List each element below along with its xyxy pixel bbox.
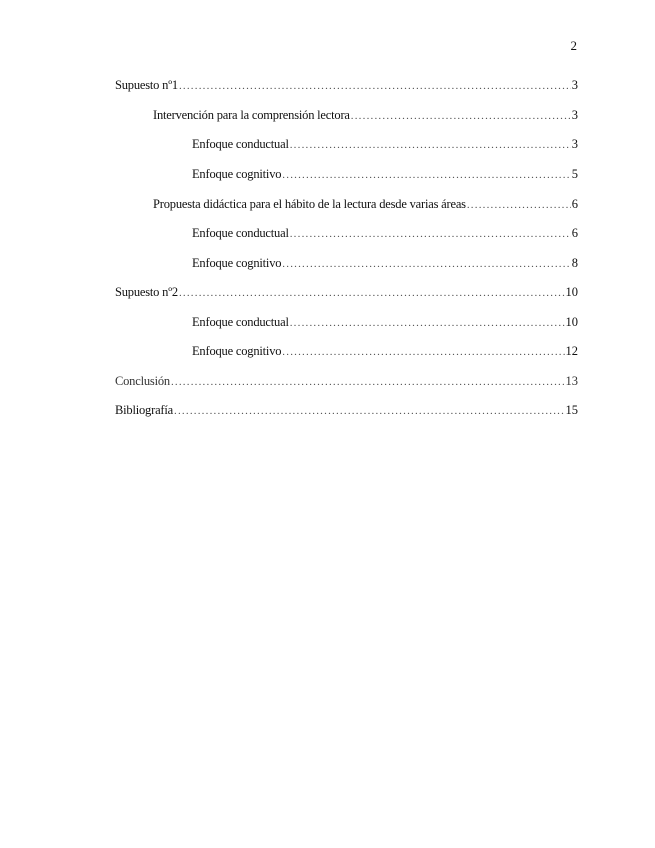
toc-entry-page: 10: [565, 285, 578, 299]
toc-entry-page: 12: [565, 344, 578, 358]
toc-entry-title: Enfoque cognitivo: [192, 256, 282, 270]
toc-entry-title: Bibliografía: [115, 403, 174, 417]
toc-entry-enfoque-cognitivo[interactable]: [192, 342, 578, 360]
toc-entry-propuesta-didactica[interactable]: [153, 195, 578, 213]
toc-dot-leader: [171, 373, 565, 391]
toc-entry-intervencion-comprension[interactable]: [153, 106, 578, 124]
toc-entry-page: 5: [571, 167, 578, 181]
toc-entry-title: Enfoque cognitivo: [192, 167, 282, 181]
toc-entry-supuesto-2[interactable]: [115, 283, 578, 301]
toc-entry-title: Conclusión: [115, 374, 170, 388]
toc-dot-leader: [351, 107, 571, 125]
toc-entry-enfoque-conductual[interactable]: [192, 224, 578, 242]
toc-entry-page: 6: [571, 226, 578, 240]
toc-entry-page: 15: [565, 403, 578, 417]
toc-entry-enfoque-conductual[interactable]: [192, 135, 578, 153]
toc-entry-page: 10: [565, 315, 578, 329]
toc-dot-leader: [290, 225, 571, 243]
toc-entry-page: 8: [571, 256, 578, 270]
toc-entry-page: 3: [571, 78, 578, 92]
toc-entry-page: 3: [571, 137, 578, 151]
toc-dot-leader: [179, 284, 565, 302]
toc-entry-supuesto-1[interactable]: [115, 76, 578, 94]
page-number: 2: [570, 38, 577, 53]
toc-entry-page: 3: [571, 108, 578, 122]
toc-entry-title: Supuesto nº2: [115, 285, 178, 299]
toc-entry-title: Enfoque cognitivo: [192, 344, 282, 358]
toc-entry-bibliografia[interactable]: [115, 401, 578, 419]
toc-dot-leader: [282, 166, 570, 184]
toc-entry-page: 6: [571, 197, 578, 211]
toc-entry-conclusion[interactable]: [115, 372, 578, 390]
toc-entry-title: Supuesto nº1: [115, 78, 178, 92]
toc-entry-title: Enfoque conductual: [192, 315, 289, 329]
toc-dot-leader: [282, 255, 570, 273]
toc-entry-title: Intervención para la comprensión lectora: [153, 108, 350, 122]
toc-dot-leader: [467, 196, 571, 214]
toc-entry-title: Enfoque conductual: [192, 137, 289, 151]
toc-entry-title: Enfoque conductual: [192, 226, 289, 240]
toc-entry-enfoque-cognitivo[interactable]: [192, 254, 578, 272]
toc-dot-leader: [290, 136, 571, 154]
toc-entry-title: Propuesta didáctica para el hábito de la lectura desde varias áreas: [153, 197, 466, 211]
toc-dot-leader: [282, 343, 564, 361]
toc-dot-leader: [179, 77, 571, 95]
toc-dot-leader: [290, 314, 565, 332]
toc-entry-enfoque-cognitivo[interactable]: [192, 165, 578, 183]
toc-entry-enfoque-conductual[interactable]: [192, 313, 578, 331]
toc-dot-leader: [174, 402, 564, 420]
toc-entry-page: 13: [565, 374, 578, 388]
